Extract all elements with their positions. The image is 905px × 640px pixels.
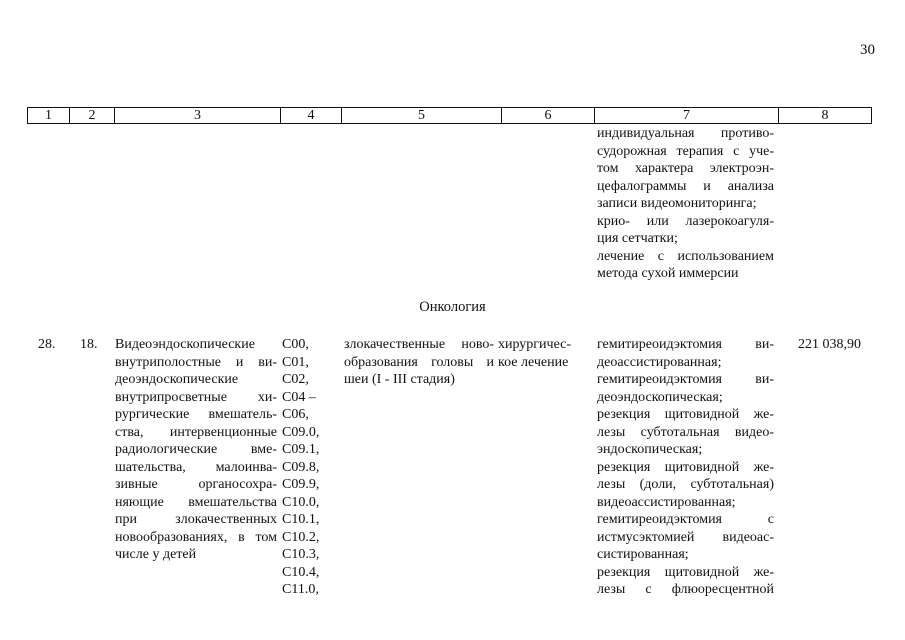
section-title: Онкология xyxy=(419,299,486,315)
text-line: деоэндоскопическая; xyxy=(597,389,723,405)
text-line: лечение с использованием xyxy=(597,248,774,264)
text-line: индивидуальная противо- xyxy=(597,126,774,141)
text-line: резекция щитовидной же- xyxy=(597,564,774,580)
text-line: хирургичес- xyxy=(498,337,572,352)
column-number-2: 2 xyxy=(70,108,115,124)
text-line: метода сухой иммерсии xyxy=(597,266,739,281)
column-number-6: 6 xyxy=(502,108,595,124)
text-line: ства, интервенционные xyxy=(115,424,277,440)
text-line: гемитиреоидэктомия ви- xyxy=(597,337,774,352)
diagnosis-model xyxy=(344,336,494,389)
icd-code: C11.0, xyxy=(282,582,319,597)
text-line: записи видеомониторинга; xyxy=(597,196,757,211)
icd-code: C09.1, xyxy=(282,442,320,457)
text-line: гемитиреоидэктомия ви- xyxy=(597,372,774,387)
text-line: лезы с флюоресцентной xyxy=(597,582,774,597)
icd-code: C06, xyxy=(282,407,309,422)
text-line: видеоассистированная; xyxy=(597,494,736,510)
column-number-4: 4 xyxy=(281,108,342,124)
text-line: резекция щитовидной же- xyxy=(597,459,774,475)
icd-code: C09.9, xyxy=(282,477,320,492)
text-line: деоассистированная; xyxy=(597,354,722,370)
icd-code: C09.0, xyxy=(282,424,320,440)
text-line: радиологические вме- xyxy=(115,442,277,457)
text-line: гемитиреоидэктомия с xyxy=(597,512,774,527)
text-line: шеи (I - III стадия) xyxy=(344,372,455,387)
page-number: 30 xyxy=(860,42,875,58)
text-line: рургические вмешатель- xyxy=(115,407,277,422)
column-number-1: 1 xyxy=(28,108,70,124)
text-line: том характера электроэн- xyxy=(597,161,774,176)
column-number-8: 8 xyxy=(779,108,872,124)
text-line: злокачественные ново- xyxy=(344,337,494,352)
text-line: деоэндоскопические xyxy=(115,372,239,387)
text-line: истмусэктомией видеоас- xyxy=(597,529,774,545)
text-line: судорожная терапия с уче- xyxy=(597,143,774,159)
icd-code: C00, xyxy=(282,337,309,352)
icd-code: C10.1, xyxy=(282,512,320,527)
group-number: 18. xyxy=(80,337,98,352)
text-line: цефалограммы и анализа xyxy=(597,178,774,194)
text-line: лезы (доли, субтотальная) xyxy=(597,477,774,492)
text-line: резекция щитовидной же- xyxy=(597,407,774,422)
text-line: внутрипросветные хи- xyxy=(115,389,277,405)
icd-codes xyxy=(282,336,340,599)
standard-cost: 221 038,90 xyxy=(798,337,861,352)
icd-code: C10.2, xyxy=(282,529,320,545)
text-line: систированная; xyxy=(597,547,689,562)
text-line: няющие вмешательства xyxy=(115,494,277,510)
text-line: новообразованиях, в том xyxy=(115,529,277,545)
icd-code: C01, xyxy=(282,354,309,370)
icd-code: C04 – xyxy=(282,389,316,405)
treatment-method xyxy=(597,336,774,599)
column-number-7: 7 xyxy=(595,108,779,124)
text-line: Видеоэндоскопические xyxy=(115,337,255,352)
text-line: кое лечение xyxy=(498,354,569,370)
icd-code: C09.8, xyxy=(282,459,320,475)
continuation-treatment-text xyxy=(597,125,774,283)
text-line: эндоскопическая; xyxy=(597,442,703,457)
icd-code: C10.0, xyxy=(282,494,320,510)
row-number: 28. xyxy=(38,337,56,352)
text-line: шательства, малоинва- xyxy=(115,459,277,475)
text-line: образования головы и xyxy=(344,354,494,370)
text-line: зивные органосохра- xyxy=(115,477,277,492)
column-number-header xyxy=(27,107,872,124)
text-line: числе у детей xyxy=(115,547,197,562)
icd-code: C10.4, xyxy=(282,564,320,580)
icd-code: C02, xyxy=(282,372,309,387)
column-number-3: 3 xyxy=(115,108,281,124)
intervention-description xyxy=(115,336,277,564)
text-line: при злокачественных xyxy=(115,512,277,527)
text-line: крио- или лазерокоагуля- xyxy=(597,213,774,229)
treatment-type xyxy=(498,336,582,371)
text-line: лезы субтотальная видео- xyxy=(597,424,774,440)
icd-code: C10.3, xyxy=(282,547,320,562)
text-line: внутриполостные и ви- xyxy=(115,354,277,370)
text-line: ция сетчатки; xyxy=(597,231,678,246)
column-number-5: 5 xyxy=(342,108,502,124)
